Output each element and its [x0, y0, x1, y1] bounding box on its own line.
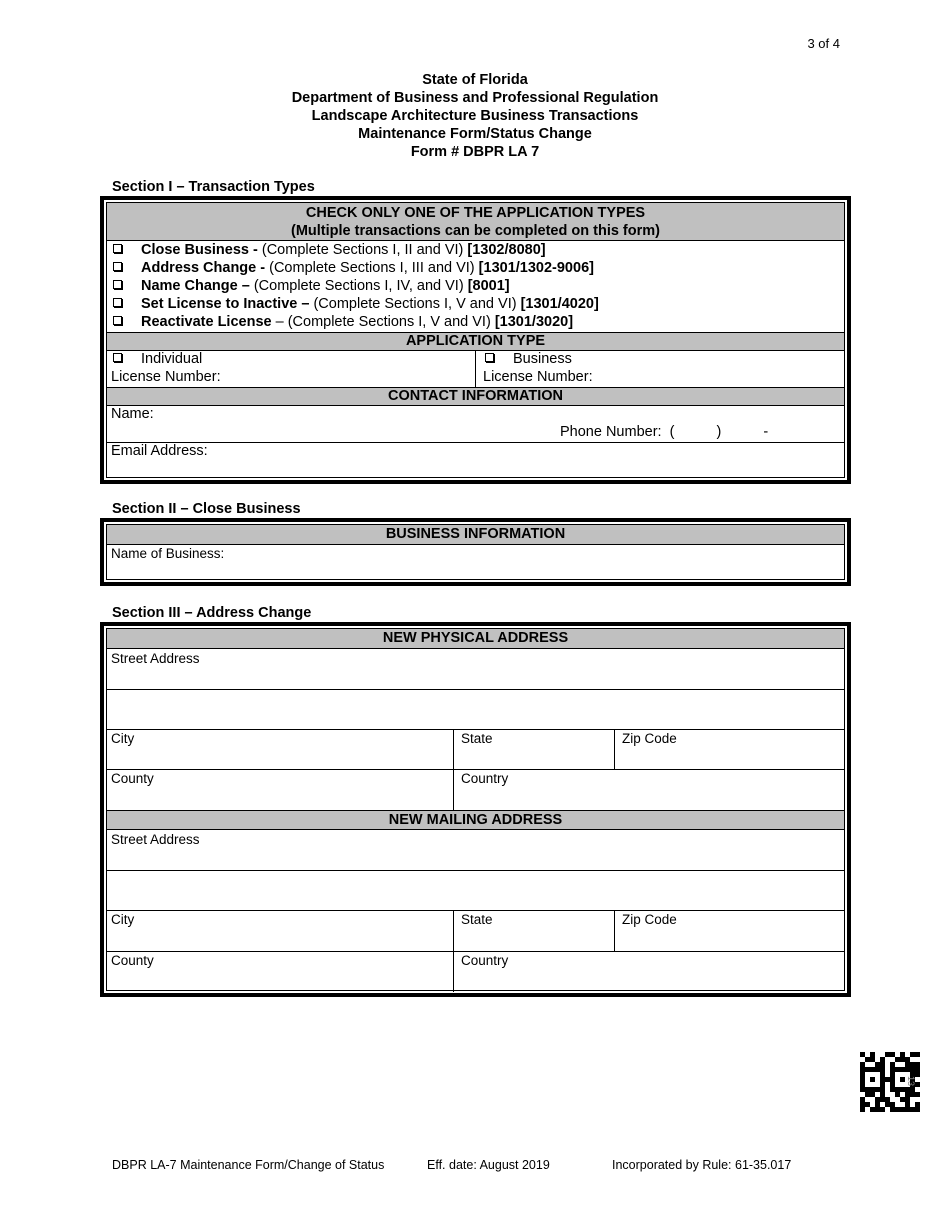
section1-table	[106, 202, 845, 478]
option-code: [1301/4020]	[520, 296, 599, 312]
phone-dash: -	[763, 424, 769, 440]
header-form-title: Maintenance Form/Status Change	[358, 126, 592, 142]
banner-check-one: CHECK ONLY ONE OF THE APPLICATION TYPES	[305, 205, 646, 221]
checkbox-set-inactive[interactable]	[113, 298, 122, 307]
option-individual[interactable]	[113, 351, 202, 367]
option-address-change[interactable]	[113, 260, 594, 276]
option-name-change[interactable]	[113, 278, 510, 294]
business-license-number-field[interactable]: License Number:	[483, 369, 593, 385]
checkbox-close-business[interactable]	[113, 244, 122, 253]
barcode-number: 13	[906, 1076, 916, 1087]
phone-paren-close: )	[716, 424, 722, 440]
header-board: Landscape Architecture Business Transactions	[311, 108, 639, 124]
application-type-header: APPLICATION TYPE	[107, 332, 844, 351]
option-label: Reactivate License	[141, 314, 272, 330]
physical-state-field[interactable]: State	[461, 731, 493, 746]
email-address-field[interactable]: Email Address:	[111, 443, 208, 459]
mailing-zip-field[interactable]: Zip Code	[622, 912, 677, 927]
option-desc: (Complete Sections I, III and VI)	[265, 260, 479, 276]
mailing-state-field[interactable]: State	[461, 912, 493, 927]
mailing-country-field[interactable]: Country	[461, 953, 509, 968]
option-code: [8001]	[467, 278, 510, 294]
business-information-header: BUSINESS INFORMATION	[107, 525, 844, 545]
phone-label: Phone Number:	[560, 424, 662, 440]
option-label: Close Business -	[141, 242, 258, 258]
section2-table	[106, 524, 845, 580]
phone-number-field[interactable]	[560, 424, 768, 440]
mailing-street-divider	[107, 870, 844, 871]
page-number: 3 of 4	[807, 36, 840, 51]
section3-frame	[100, 622, 851, 997]
physical-state-divider	[614, 729, 615, 769]
app-type-divider	[475, 351, 476, 387]
section3-title: Section III – Address Change	[112, 605, 312, 621]
physical-street-field[interactable]: Street Address	[111, 651, 200, 666]
option-reactivate[interactable]	[113, 314, 573, 330]
header-state: State of Florida	[422, 72, 528, 88]
new-mailing-address-header: NEW MAILING ADDRESS	[107, 810, 844, 830]
option-desc: (Complete Sections I, II and VI)	[257, 242, 468, 258]
business-name-field[interactable]: Name of Business:	[111, 546, 225, 561]
option-desc: (Complete Sections I, IV, and VI)	[249, 278, 468, 294]
physical-city-field[interactable]: City	[111, 731, 135, 746]
physical-zip-field[interactable]: Zip Code	[622, 731, 677, 746]
mailing-county-field[interactable]: County	[111, 953, 154, 968]
business-label: Business	[513, 351, 572, 367]
option-business[interactable]	[485, 351, 572, 367]
header-form-number: Form # DBPR LA 7	[410, 144, 540, 160]
option-close-business[interactable]	[113, 242, 546, 258]
phone-paren-open: (	[669, 424, 675, 440]
option-desc: – (Complete Sections I, V and VI)	[271, 314, 495, 330]
option-code: [1301/3020]	[494, 314, 574, 330]
checkbox-business[interactable]	[485, 353, 494, 362]
mailing-state-divider	[614, 910, 615, 951]
section1-frame	[100, 196, 851, 484]
physical-county-field[interactable]: County	[111, 771, 154, 786]
option-label: Address Change -	[141, 260, 266, 276]
individual-label: Individual	[141, 351, 203, 367]
checkbox-name-change[interactable]	[113, 280, 122, 289]
section2-title: Section II – Close Business	[112, 501, 301, 517]
mailing-street-field[interactable]: Street Address	[111, 832, 200, 847]
section2-frame	[100, 518, 851, 586]
option-code: [1301/1302-9006]	[478, 260, 594, 276]
checkbox-address-change[interactable]	[113, 262, 122, 271]
header-department: Department of Business and Professional Regulation	[291, 90, 659, 106]
option-desc: (Complete Sections I, V and VI)	[309, 296, 521, 312]
checkbox-reactivate[interactable]	[113, 316, 122, 325]
contact-name-field[interactable]: Name:	[111, 406, 154, 422]
footer-rule: Incorporated by Rule: 61-35.017	[612, 1158, 792, 1172]
section1-title: Section I – Transaction Types	[112, 179, 315, 195]
checkbox-individual[interactable]	[113, 353, 122, 362]
option-label: Set License to Inactive –	[141, 296, 310, 312]
option-set-inactive[interactable]	[113, 296, 599, 312]
physical-street-divider	[107, 689, 844, 690]
physical-country-field[interactable]: Country	[461, 771, 509, 786]
option-code: [1302/8080]	[467, 242, 546, 258]
individual-license-number-field[interactable]: License Number:	[111, 369, 221, 385]
footer-eff-date: Eff. date: August 2019	[427, 1158, 550, 1172]
transaction-types-banner	[107, 203, 844, 241]
contact-divider	[107, 442, 844, 443]
new-physical-address-header: NEW PHYSICAL ADDRESS	[107, 629, 844, 649]
contact-information-header: CONTACT INFORMATION	[107, 387, 844, 406]
mailing-city-field[interactable]: City	[111, 912, 135, 927]
section3-table	[106, 628, 845, 991]
form-header	[0, 71, 950, 161]
option-label: Name Change –	[141, 278, 250, 294]
banner-multiple: (Multiple transactions can be completed on this form)	[291, 223, 660, 239]
footer-form-name: DBPR LA-7 Maintenance Form/Change of Status	[112, 1158, 385, 1172]
